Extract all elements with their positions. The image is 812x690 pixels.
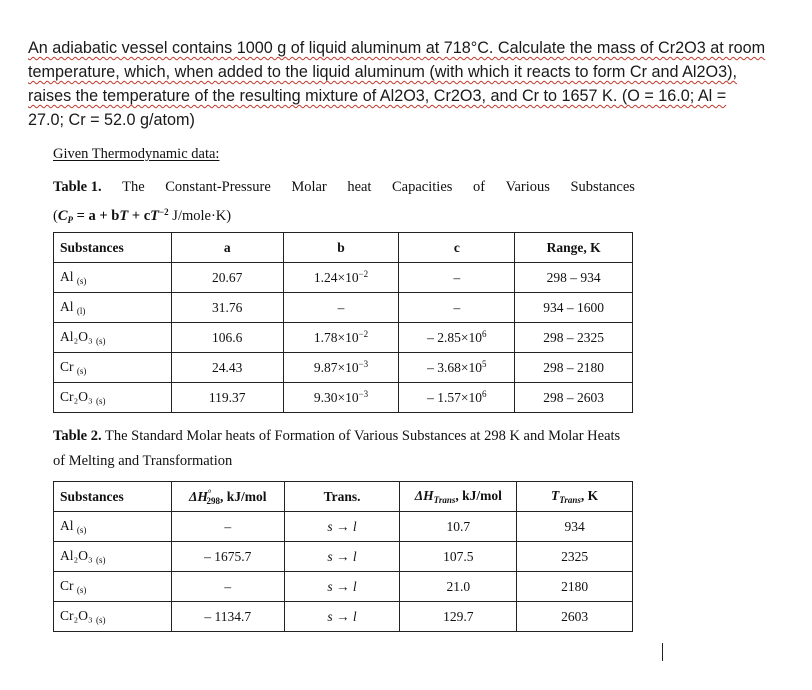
dhtrans-cell: 21.0 [400,572,517,602]
table-row [54,263,633,293]
range-cell: 298 – 2325 [515,323,633,353]
dhtrans-cell: 107.5 [400,542,517,572]
trans-cell: s → l [284,512,400,542]
problem-line-2: temperature, which, when added to the liquid aluminum (with which it reacts to form Cr and Al2O3), [28,63,737,81]
caption-word: of [472,179,486,195]
table-row [54,542,633,572]
table-header-row [54,482,633,512]
substance-cell: Cr $_{(s)}$ [54,353,172,383]
c-cell: – [399,293,515,323]
substance-cell: Cr₂O₃ $_{(s)}$ [54,602,172,632]
table-row [54,383,633,413]
substance-cell: Al $_{(s)}$ [54,512,172,542]
column-header: Substances [54,482,172,512]
substance-cell: Al₂O₃ $_{(s)}$ [54,542,172,572]
table-row [54,602,633,632]
caption-word: Substances [570,179,635,195]
b-cell: $1.24\times 10^{-2}$ [283,263,399,293]
column-header: b [283,233,399,263]
ttrans-cell: 2180 [517,572,633,602]
problem-statement [28,36,798,132]
table1-caption [53,175,635,233]
substance-cell: Cr $_{(s)}$ [54,572,172,602]
a-cell: 119.37 [171,383,283,413]
trans-cell: s → l [284,542,400,572]
column-header: a [171,233,283,263]
caption-word: Capacities [392,179,453,195]
trans-cell: s → l [284,572,400,602]
table-row [54,323,633,353]
given-heading: Given Thermodynamic data: [53,146,220,162]
table-row [54,572,633,602]
b-cell: – [283,293,399,323]
column-header: $\Delta H^\circ_{298}$, kJ/mol [171,482,284,512]
column-header: Trans. [284,482,400,512]
problem-line-4: 27.0; Cr = 52.0 g/atom) [28,111,195,129]
column-header: c [399,233,515,263]
substance-cell: Cr₂O₃ $_{(s)}$ [54,383,172,413]
caption-word: Molar [291,179,327,195]
table-row [54,293,633,323]
caption-word: Constant-Pressure [165,179,271,195]
column-header: Range, K [515,233,633,263]
caption-word: Various [505,179,550,195]
caption-word: The [122,179,145,195]
c-cell: – $3.68\times 10^5$ [399,353,515,383]
table-row [54,512,633,542]
b-cell: $9.30\times 10^{-3}$ [283,383,399,413]
a-cell: 24.43 [171,353,283,383]
table1-label: Table 1. [53,179,102,195]
ttrans-cell: 2603 [517,602,633,632]
column-header: $T_{Trans}$, K [517,482,633,512]
a-cell: 31.76 [171,293,283,323]
column-header: Substances [54,233,172,263]
c-cell: – $2.85\times 10^6$ [399,323,515,353]
range-cell: 298 – 2180 [515,353,633,383]
dhtrans-cell: 129.7 [400,602,517,632]
column-header: $\Delta H_{Trans}$, kJ/mol [400,482,517,512]
text-cursor [662,643,663,661]
dh298-cell: – 1134.7 [171,602,284,632]
dh298-cell: – [171,572,284,602]
trans-cell: s → l [284,602,400,632]
b-cell: $9.87\times 10^{-3}$ [283,353,399,383]
table2-caption [53,424,653,474]
substance-cell: Al $_{(l)}$ [54,293,172,323]
table2-caption-line2: of Melting and Transformation [53,453,233,469]
ttrans-cell: 934 [517,512,633,542]
problem-line-1: An adiabatic vessel contains 1000 g of liquid aluminum at 718°C. Calculate the mass of Cr2O3 at room [28,39,766,57]
a-cell: 20.67 [171,263,283,293]
caption-word: heat [347,179,372,195]
table-row [54,353,633,383]
c-cell: – [399,263,515,293]
ttrans-cell: 2325 [517,542,633,572]
table1-caption-line2: ($C_P = a$ + bT + $cT^{-2}$ J/mole·K) [53,207,232,225]
b-cell: $1.78\times 10^{-2}$ [283,323,399,353]
table2-caption-line1: Table 2. The Standard Molar heats of Formation of Various Substances at 298 K and Molar Heats [53,428,621,444]
c-cell: – $1.57\times 10^6$ [399,383,515,413]
range-cell: 934 – 1600 [515,293,633,323]
dhtrans-cell: 10.7 [400,512,517,542]
a-cell: 106.6 [171,323,283,353]
heat-capacity-table [53,232,633,413]
heats-of-formation-table [53,481,633,632]
substance-cell: Al $_{(s)}$ [54,263,172,293]
range-cell: 298 – 2603 [515,383,633,413]
substance-cell: Al₂O₃ $_{(s)}$ [54,323,172,353]
range-cell: 298 – 934 [515,263,633,293]
table1-caption-line1 [53,175,635,200]
table-header-row [54,233,633,263]
problem-line-3: raises the temperature of the resulting mixture of Al2O3, Cr2O3, and Cr to 1657 K. (O = 16.0; Al = [28,87,727,105]
dh298-cell: – [171,512,284,542]
dh298-cell: – 1675.7 [171,542,284,572]
